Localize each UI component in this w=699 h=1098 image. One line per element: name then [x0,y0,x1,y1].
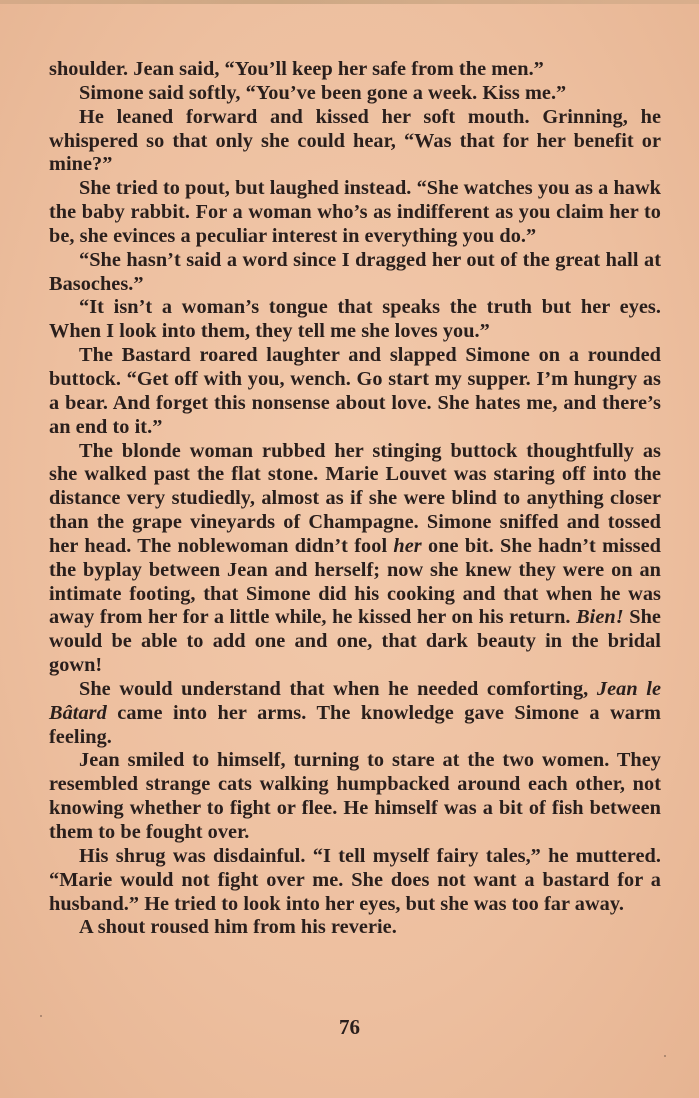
paragraph [49,106,661,178]
paper-speck [664,1055,666,1057]
paragraph [49,344,661,439]
paragraph-text: “She hasn’t said a word since I dragged her out of the great hall at Basoches.” [49,248,661,295]
paragraph [49,916,661,940]
paragraph [49,82,661,106]
italic-text: her [393,534,422,557]
body-text [49,58,661,940]
paragraph-text: Jean smiled to himself, turning to stare at the two women. They resembled strange cats walking humpbacked around each other, not knowing whether to fight or flee. He himself was a bit of fish between them to be fought over. [49,749,661,843]
paragraph-text: She would be able to add one and one, that dark beauty in the bridal gown! [49,606,661,677]
page-number: 76 [339,1015,360,1039]
paragraph-text: She would understand that when he needed comforting, [79,677,597,700]
paragraph [49,845,661,917]
paragraph-text: “It isn’t a woman’s tongue that speaks the truth but her eyes. When I look into them, they tell me she loves you.” [49,296,661,343]
paragraph-text: shoulder. Jean said, “You’ll keep her safe from the men.” [49,58,544,80]
paragraph-text: The Bastard roared laughter and slapped Simone on a rounded buttock. “Get off with you, wench. Go start my supper. I’m hungry as a bear. And forget this nonsense about love. She hates me, and there’s an end to it.” [49,344,661,438]
paragraph-text: His shrug was disdainful. “I tell myself fairy tales,” he muttered. “Marie would not fight over me. She does not want a bastard for a husband.” He tried to look into her eyes, but she was too far away. [49,844,661,915]
paragraph [49,749,661,844]
paragraph [49,249,661,297]
page-top-edge [0,0,699,4]
italic-text: Jean le Bâtard [49,677,661,724]
paragraph [49,678,661,750]
paragraph [49,58,661,82]
italic-text: Bien! [576,606,624,629]
paragraph [49,440,661,678]
paragraph-text: She tried to pout, but laughed instead. “She watches you as a hawk the baby rabbit. For a woman who’s as indifferent as you claim her to be, she evinces a peculiar interest in everything you do.” [49,177,661,247]
paragraph-text: one bit. She hadn’t missed the byplay between Jean and herself; now she knew they were on an intimate footing, that Simone did his cooking and that when he was away from her for a little while, he kissed her on his return. [49,534,661,629]
paragraph [49,296,661,344]
paper-speck [40,1015,42,1017]
paragraph-text: He leaned forward and kissed her soft mouth. Grinning, he whispered so that only she could hear, “Was that for her benefit or mine?” [49,105,661,176]
paragraph-text: A shout roused him from his reverie. [79,916,397,939]
paragraph-text: Simone said softly, “You’ve been gone a week. Kiss me.” [79,81,567,104]
paragraph-text: The blonde woman rubbed her stinging buttock thoughtfully as she walked past the flat stone. Marie Louvet was staring off into the distance very studiedly, almost as if she were blind to anything closer than the grape vineyards of Champagne. Simone sniffed and tossed her head. The noblewoman didn’t fool [49,439,661,557]
paragraph-text: came into her arms. The knowledge gave Simone a warm feeling. [49,701,661,748]
paragraph [49,177,661,249]
